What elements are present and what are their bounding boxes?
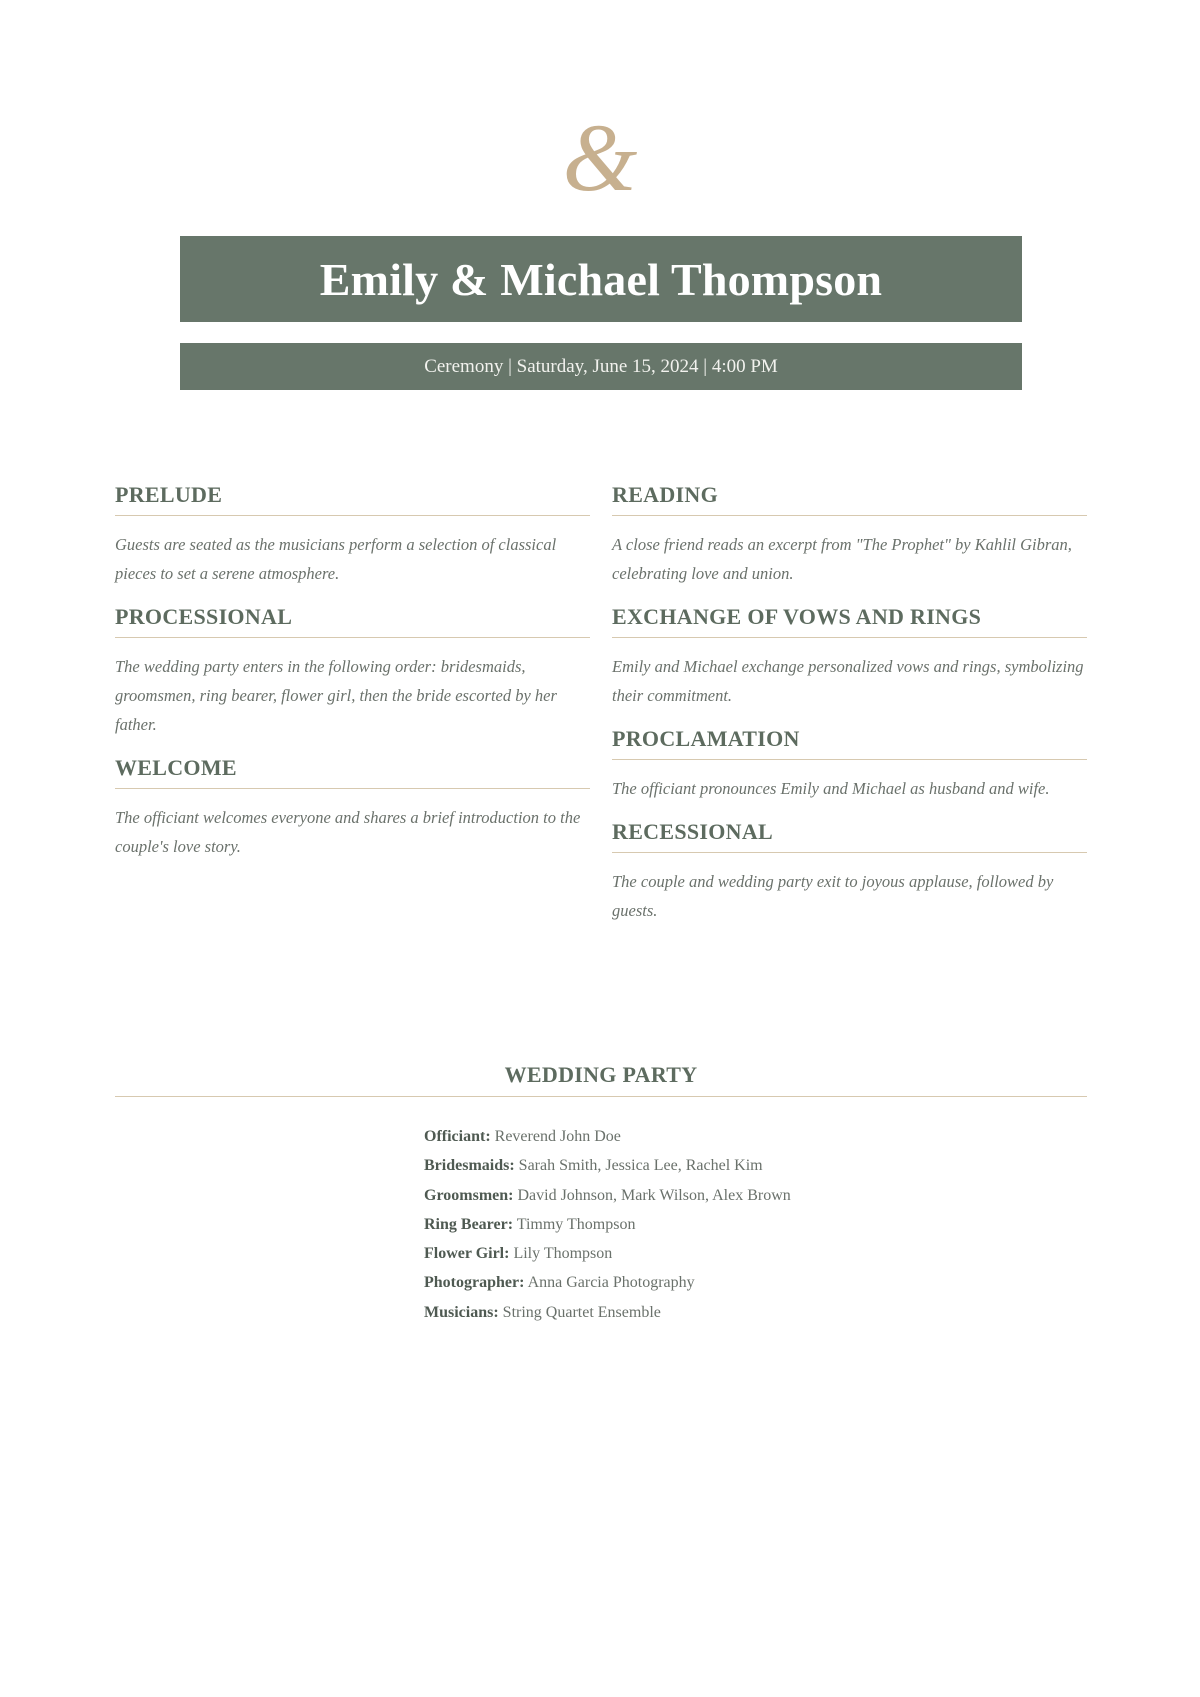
section-description: The officiant pronounces Emily and Michael as husband and wife. <box>612 779 1050 798</box>
party-role: Flower Girl: <box>424 1245 510 1263</box>
program-section-reading <box>612 480 1087 588</box>
program-section-processional <box>115 602 590 739</box>
party-names: David Johnson, Mark Wilson, Alex Brown <box>517 1186 791 1204</box>
party-names: Reverend John Doe <box>494 1128 621 1145</box>
party-names: Sarah Smith, Jessica Lee, Rachel Kim <box>518 1157 763 1175</box>
program-section-proclamation <box>612 724 1087 803</box>
party-names: Anna Garcia Photography <box>527 1274 695 1292</box>
title-banner <box>180 236 1022 322</box>
party-role: Officiant: <box>424 1128 491 1145</box>
section-description: The wedding party enters in the following order: bridesmaids, groomsmen, ring bearer, flower girl, then the bride escorted by her father. <box>115 657 557 734</box>
party-role: Musicians: <box>424 1303 499 1321</box>
party-member-row <box>424 1151 924 1180</box>
party-names: Lily Thompson <box>513 1245 613 1263</box>
wedding-party-heading: WEDDING PARTY <box>115 1060 1087 1097</box>
ampersand-ornament: & <box>562 104 638 211</box>
party-role: Groomsmen: <box>424 1186 514 1204</box>
wedding-party-list <box>424 1122 924 1327</box>
program-left-column <box>115 480 590 875</box>
party-names: Timmy Thompson <box>516 1215 636 1233</box>
party-member-row <box>424 1122 924 1151</box>
section-heading: PROCESSIONAL <box>115 602 590 638</box>
program-section-welcome <box>115 753 590 861</box>
section-description: Emily and Michael exchange personalized vows and rings, symbolizing their commitment. <box>612 657 1084 705</box>
section-description: The officiant welcomes everyone and shares a brief introduction to the couple's love story. <box>115 808 581 856</box>
section-heading: WELCOME <box>115 753 590 789</box>
couple-name-title: Emily & Michael Thompson <box>319 253 883 305</box>
party-names: String Quartet Ensemble <box>502 1303 661 1321</box>
party-member-row <box>424 1181 924 1210</box>
party-role: Ring Bearer: <box>424 1215 514 1233</box>
party-role: Photographer: <box>424 1274 525 1292</box>
section-heading: RECESSIONAL <box>612 817 1087 853</box>
program-section-vows <box>612 602 1087 710</box>
party-member-row <box>424 1239 924 1268</box>
party-member-row <box>424 1298 924 1327</box>
section-description: Guests are seated as the musicians perform a selection of classical pieces to set a serene atmosphere. <box>115 535 557 583</box>
section-heading: PROCLAMATION <box>612 724 1087 760</box>
section-description: The couple and wedding party exit to joyous applause, followed by guests. <box>612 872 1054 920</box>
party-role: Bridesmaids: <box>424 1157 515 1175</box>
section-description: A close friend reads an excerpt from "The Prophet" by Kahlil Gibran, celebrating love and union. <box>612 535 1072 583</box>
program-section-recessional <box>612 817 1087 925</box>
party-member-row <box>424 1210 924 1239</box>
program-section-prelude <box>115 480 590 588</box>
program-right-column <box>612 480 1087 939</box>
ceremony-details-banner <box>180 343 1022 390</box>
ceremony-details: Ceremony | Saturday, June 15, 2024 | 4:00 PM <box>424 355 778 377</box>
section-heading: PRELUDE <box>115 480 590 516</box>
party-member-row <box>424 1268 924 1297</box>
section-heading: EXCHANGE OF VOWS AND RINGS <box>612 602 1087 638</box>
section-heading: READING <box>612 480 1087 516</box>
wedding-party-section <box>115 1060 1087 1321</box>
